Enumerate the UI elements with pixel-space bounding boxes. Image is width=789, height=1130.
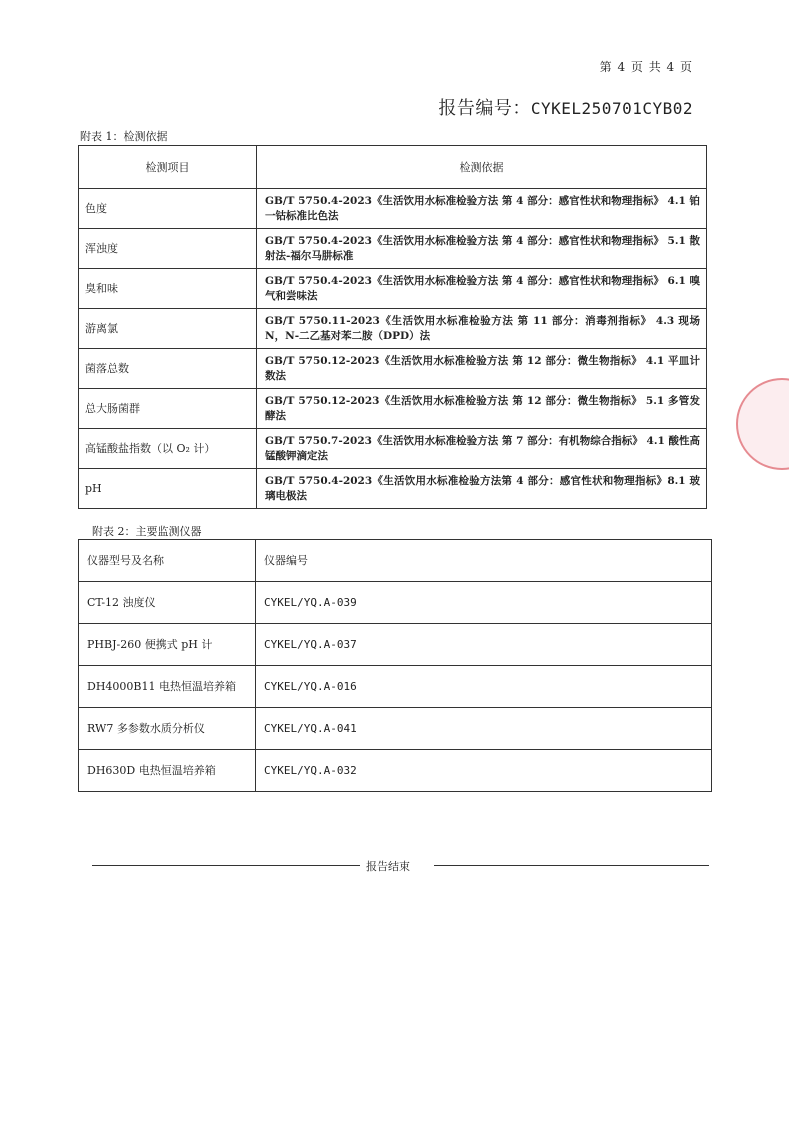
table-row — [79, 624, 712, 666]
report-number-code: CYKEL250701CYB02 — [530, 99, 693, 118]
column-header-instrument: 仪器型号及名称 — [79, 540, 256, 582]
instrument-code: CYKEL/YQ.A-016 — [256, 666, 712, 708]
table-row — [79, 708, 712, 750]
instrument-code: CYKEL/YQ.A-037 — [256, 624, 712, 666]
test-basis: GB/T 5750.12-2023《生活饮用水标准检验方法 第 12 部分：微生物指标》 4.1 平皿计数法 — [257, 349, 707, 389]
table-row — [79, 229, 707, 269]
test-item: 菌落总数 — [79, 349, 257, 389]
instrument-name: PHBJ-260 便携式 pH 计 — [79, 624, 256, 666]
test-item: 游离氯 — [79, 309, 257, 349]
table-row — [79, 666, 712, 708]
instrument-code: CYKEL/YQ.A-041 — [256, 708, 712, 750]
table-row — [79, 469, 707, 509]
test-item: 色度 — [79, 189, 257, 229]
instrument-name: DH630D 电热恒温培养箱 — [79, 750, 256, 792]
column-header-item: 检测项目 — [79, 146, 257, 189]
test-basis: GB/T 5750.4-2023《生活饮用水标准检验方法 第 4 部分：感官性状和物理指标》 4.1 铂一钴标准比色法 — [257, 189, 707, 229]
instrument-code: CYKEL/YQ.A-039 — [256, 582, 712, 624]
report-end-label: 报告结束 — [366, 860, 410, 873]
instrument-name: RW7 多参数水质分析仪 — [79, 708, 256, 750]
table-row — [79, 582, 712, 624]
test-item: 臭和味 — [79, 269, 257, 309]
instrument-code: CYKEL/YQ.A-032 — [256, 750, 712, 792]
test-basis: GB/T 5750.4-2023《生活饮用水标准检验方法第 4 部分：感官性状和物理指标》8.1 玻璃电极法 — [257, 469, 707, 509]
table-row — [79, 389, 707, 429]
test-item: pH — [79, 469, 257, 509]
table-row — [79, 750, 712, 792]
column-header-basis: 检测依据 — [257, 146, 707, 189]
test-basis: GB/T 5750.7-2023《生活饮用水标准检验方法 第 7 部分：有机物综合指标》 4.1 酸性高锰酸钾滴定法 — [257, 429, 707, 469]
appendix2-caption: 附表 2：主要监测仪器 — [92, 525, 202, 538]
table-row — [79, 309, 707, 349]
report-number-label: 报告编号： — [438, 98, 531, 119]
table-header-row — [79, 146, 707, 189]
instrument-table — [78, 539, 712, 792]
testing-basis-table — [78, 145, 707, 509]
instrument-name: CT-12 浊度仪 — [79, 582, 256, 624]
table-row — [79, 349, 707, 389]
test-item: 高锰酸盐指数（以 O₂ 计） — [79, 429, 257, 469]
test-basis: GB/T 5750.11-2023《生活饮用水标准检验方法 第 11 部分：消毒剂指标》 4.3 现场 N，N-二乙基对苯二胺（DPD）法 — [257, 309, 707, 349]
table-row — [79, 429, 707, 469]
end-divider-left — [92, 865, 360, 866]
table-row — [79, 189, 707, 229]
test-item: 总大肠菌群 — [79, 389, 257, 429]
appendix1-caption: 附表 1：检测依据 — [80, 130, 168, 143]
table-row — [79, 269, 707, 309]
test-basis: GB/T 5750.4-2023《生活饮用水标准检验方法 第 4 部分：感官性状和物理指标》 6.1 嗅气和尝味法 — [257, 269, 707, 309]
table-header-row — [79, 540, 712, 582]
test-basis: GB/T 5750.12-2023《生活饮用水标准检验方法 第 12 部分：微生物指标》 5.1 多管发酵法 — [257, 389, 707, 429]
instrument-name: DH4000B11 电热恒温培养箱 — [79, 666, 256, 708]
page-number: 第 4 页 共 4 页 — [599, 60, 693, 74]
seal-stamp-icon — [736, 378, 789, 470]
test-item: 浑浊度 — [79, 229, 257, 269]
test-basis: GB/T 5750.4-2023《生活饮用水标准检验方法 第 4 部分：感官性状和物理指标》 5.1 散射法-福尔马肼标准 — [257, 229, 707, 269]
end-divider-right — [434, 865, 709, 866]
report-number — [438, 94, 693, 120]
column-header-code: 仪器编号 — [256, 540, 712, 582]
